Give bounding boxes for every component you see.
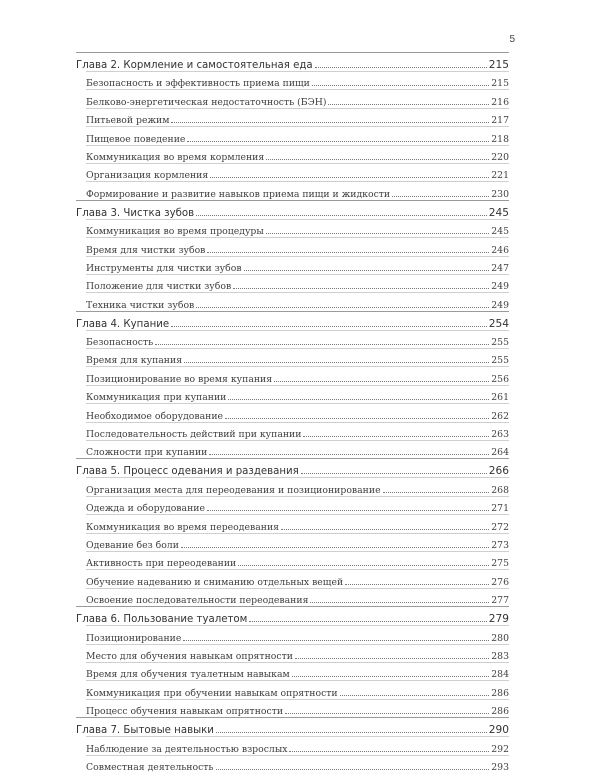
chapter-page-number: 215 — [488, 59, 509, 71]
dot-leader — [233, 288, 489, 289]
section-title: Время для чистки зубов — [86, 244, 206, 256]
section-title: Место для обучения навыкам опрятности — [86, 650, 293, 662]
section-page-number: 256 — [491, 373, 509, 385]
toc-entry[interactable] — [86, 496, 509, 514]
dot-leader — [184, 362, 489, 363]
dot-leader — [225, 418, 489, 419]
toc-entry[interactable] — [86, 644, 509, 662]
dot-leader — [183, 640, 489, 641]
toc-entry[interactable] — [86, 366, 509, 384]
section-page-number: 276 — [491, 576, 509, 588]
dot-leader — [196, 215, 487, 216]
page-number: 5 — [509, 34, 515, 45]
chapter-page-number: 245 — [488, 206, 509, 219]
section-page-number: 216 — [491, 96, 509, 108]
chapter-title: Глава 5. Процесс одевания и раздевания — [76, 466, 299, 478]
section-page-number: 293 — [491, 761, 509, 773]
toc-entry[interactable] — [86, 256, 509, 274]
chapter — [76, 458, 509, 606]
toc-entry[interactable] — [86, 89, 509, 107]
dot-leader — [292, 676, 489, 677]
section-page-number: 218 — [491, 133, 509, 145]
toc-entry[interactable] — [86, 126, 509, 144]
section-page-number: 255 — [491, 355, 509, 367]
toc-entry[interactable] — [86, 680, 509, 698]
dot-leader — [392, 196, 489, 197]
dot-leader — [187, 141, 489, 142]
section-page-number: 275 — [491, 558, 509, 570]
toc-entry[interactable] — [86, 625, 509, 643]
section-page-number: 280 — [491, 632, 509, 644]
toc-entry[interactable] — [86, 181, 509, 199]
dot-leader — [209, 454, 489, 455]
chapter — [76, 52, 509, 200]
dot-leader — [281, 529, 489, 530]
section-page-number: 249 — [491, 281, 509, 293]
toc-entry[interactable] — [86, 385, 509, 403]
section-list — [76, 330, 509, 459]
toc-entry[interactable] — [86, 662, 509, 680]
section-title: Необходимое оборудование — [86, 410, 224, 422]
section-page-number: 271 — [491, 503, 509, 515]
toc-entry[interactable] — [86, 108, 509, 126]
section-page-number: 255 — [491, 337, 509, 349]
toc-entry[interactable] — [86, 588, 509, 606]
section-list — [76, 71, 509, 200]
section-title: Совместная деятельность — [86, 761, 214, 773]
dot-leader — [181, 547, 489, 548]
section-title: Пищевое поведение — [86, 133, 186, 145]
chapter-heading[interactable] — [76, 311, 509, 330]
chapter — [76, 606, 509, 717]
section-title: Безопасность и эффективность приема пищи — [86, 78, 310, 90]
section-page-number: 220 — [491, 151, 509, 163]
section-page-number: 292 — [491, 743, 509, 755]
section-page-number: 249 — [491, 299, 509, 311]
section-title: Коммуникация во время кормления — [86, 151, 265, 163]
dot-leader — [315, 67, 487, 68]
dot-leader — [295, 658, 489, 659]
toc-entry[interactable] — [86, 145, 509, 163]
toc-entry[interactable] — [86, 440, 509, 458]
chapter-title: Глава 6. Пользование туалетом — [76, 614, 248, 626]
section-list — [76, 219, 509, 311]
section-title: Процесс обучения навыкам опрятности — [86, 706, 284, 718]
dot-leader — [216, 732, 487, 733]
section-title: Формирование и развитие навыков приема пищи и жидкости — [86, 188, 391, 200]
section-page-number: 284 — [491, 669, 509, 681]
section-title: Положение для чистки зубов — [86, 281, 232, 293]
section-title: Позиционирование — [86, 632, 182, 644]
section-title: Позиционирование во время купания — [86, 373, 273, 385]
section-page-number: 230 — [491, 188, 509, 200]
dot-leader — [228, 399, 489, 400]
section-title: Безопасность — [86, 337, 154, 349]
section-page-number: 221 — [491, 170, 509, 182]
section-page-number: 245 — [491, 226, 509, 238]
dot-leader — [210, 177, 489, 178]
table-of-contents — [76, 52, 509, 773]
chapter-page-number: 266 — [488, 465, 509, 478]
section-page-number: 262 — [491, 410, 509, 422]
section-page-number: 283 — [491, 650, 509, 662]
section-title: Последовательность действий при купании — [86, 429, 302, 441]
section-page-number: 286 — [491, 706, 509, 718]
section-page-number: 247 — [491, 262, 509, 274]
section-list — [76, 477, 509, 606]
section-title: Обучение надеванию и сниманию отдельных вещей — [86, 576, 344, 588]
section-title: Коммуникация при обучении навыкам опрятности — [86, 687, 338, 699]
chapter-page-number: 279 — [488, 613, 509, 626]
toc-entry[interactable] — [86, 736, 509, 754]
section-page-number: 272 — [491, 521, 509, 533]
chapter — [76, 717, 509, 773]
section-list — [76, 625, 509, 717]
toc-entry[interactable] — [86, 755, 509, 773]
section-page-number: 277 — [491, 595, 509, 607]
dot-leader — [312, 85, 489, 86]
toc-entry[interactable] — [86, 237, 509, 255]
dot-leader — [207, 510, 489, 511]
section-title: Инструменты для чистки зубов — [86, 262, 242, 274]
section-title: Наблюдение за деятельностью взрослых — [86, 743, 288, 755]
chapter-heading[interactable] — [76, 52, 509, 71]
toc-entry[interactable] — [86, 477, 509, 495]
section-page-number: 261 — [491, 392, 509, 404]
dot-leader — [216, 769, 490, 770]
section-title: Питьевой режим — [86, 115, 170, 127]
dot-leader — [340, 695, 490, 696]
section-page-number: 264 — [491, 447, 509, 459]
dot-leader — [238, 565, 489, 566]
section-page-number: 263 — [491, 429, 509, 441]
section-page-number: 215 — [491, 78, 509, 90]
toc-entry[interactable] — [86, 533, 509, 551]
chapter-heading[interactable] — [76, 717, 509, 736]
section-title: Освоение последовательности переодевания — [86, 595, 309, 607]
section-title: Техника чистки зубов — [86, 299, 195, 311]
dot-leader — [303, 436, 489, 437]
chapter-page-number: 254 — [488, 317, 509, 330]
dot-leader — [249, 621, 486, 622]
toc-entry[interactable] — [86, 71, 509, 89]
section-list — [76, 736, 509, 773]
section-title: Время для купания — [86, 355, 183, 367]
toc-entry[interactable] — [86, 422, 509, 440]
chapter-heading[interactable] — [76, 200, 509, 219]
toc-entry[interactable] — [86, 348, 509, 366]
section-title: Организация места для переодевания и позиционирование — [86, 484, 381, 496]
toc-entry[interactable] — [86, 163, 509, 181]
section-title: Активность при переодевании — [86, 558, 237, 570]
dot-leader — [244, 270, 490, 271]
toc-entry[interactable] — [86, 274, 509, 292]
toc-entry[interactable] — [86, 551, 509, 569]
dot-leader — [196, 307, 489, 308]
chapter-title: Глава 2. Кормление и самостоятельная еда — [76, 60, 313, 71]
dot-leader — [289, 751, 489, 752]
toc-entry[interactable] — [86, 514, 509, 532]
section-page-number: 246 — [491, 244, 509, 256]
chapter-heading[interactable] — [76, 606, 509, 625]
section-title: Коммуникация при купании — [86, 392, 227, 404]
section-title: Белково-энергетическая недостаточность (БЭН) — [86, 96, 327, 108]
toc-entry[interactable] — [86, 403, 509, 421]
dot-leader — [171, 122, 489, 123]
chapter — [76, 311, 509, 459]
dot-leader — [328, 104, 489, 105]
toc-entry[interactable] — [86, 330, 509, 348]
section-title: Коммуникация во время переодевания — [86, 521, 280, 533]
section-title: Организация кормления — [86, 170, 209, 182]
section-title: Одевание без боли — [86, 539, 179, 551]
dot-leader — [274, 381, 489, 382]
section-page-number: 273 — [491, 539, 509, 551]
dot-leader — [155, 344, 489, 345]
toc-entry[interactable] — [86, 699, 509, 717]
chapter-title: Глава 3. Чистка зубов — [76, 207, 195, 219]
dot-leader — [266, 159, 489, 160]
section-page-number: 286 — [491, 687, 509, 699]
dot-leader — [207, 252, 489, 253]
chapter — [76, 200, 509, 311]
section-title: Коммуникация во время процедуры — [86, 226, 264, 238]
dot-leader — [310, 602, 489, 603]
dot-leader — [266, 233, 489, 234]
dot-leader — [345, 584, 489, 585]
section-page-number: 268 — [491, 484, 509, 496]
chapter-page-number: 290 — [488, 724, 509, 737]
section-title: Время для обучения туалетным навыкам — [86, 669, 290, 681]
dot-leader — [301, 473, 487, 474]
dot-leader — [171, 326, 487, 327]
section-page-number: 217 — [491, 115, 509, 127]
chapter-title: Глава 4. Купание — [76, 318, 170, 330]
toc-entry[interactable] — [86, 569, 509, 587]
chapter-heading[interactable] — [76, 458, 509, 477]
dot-leader — [383, 492, 490, 493]
section-title: Сложности при купании — [86, 447, 208, 459]
section-title: Одежда и оборудование — [86, 503, 205, 515]
dot-leader — [285, 713, 489, 714]
toc-entry[interactable] — [86, 292, 509, 310]
toc-entry[interactable] — [86, 219, 509, 237]
chapter-title: Глава 7. Бытовые навыки — [76, 725, 214, 737]
